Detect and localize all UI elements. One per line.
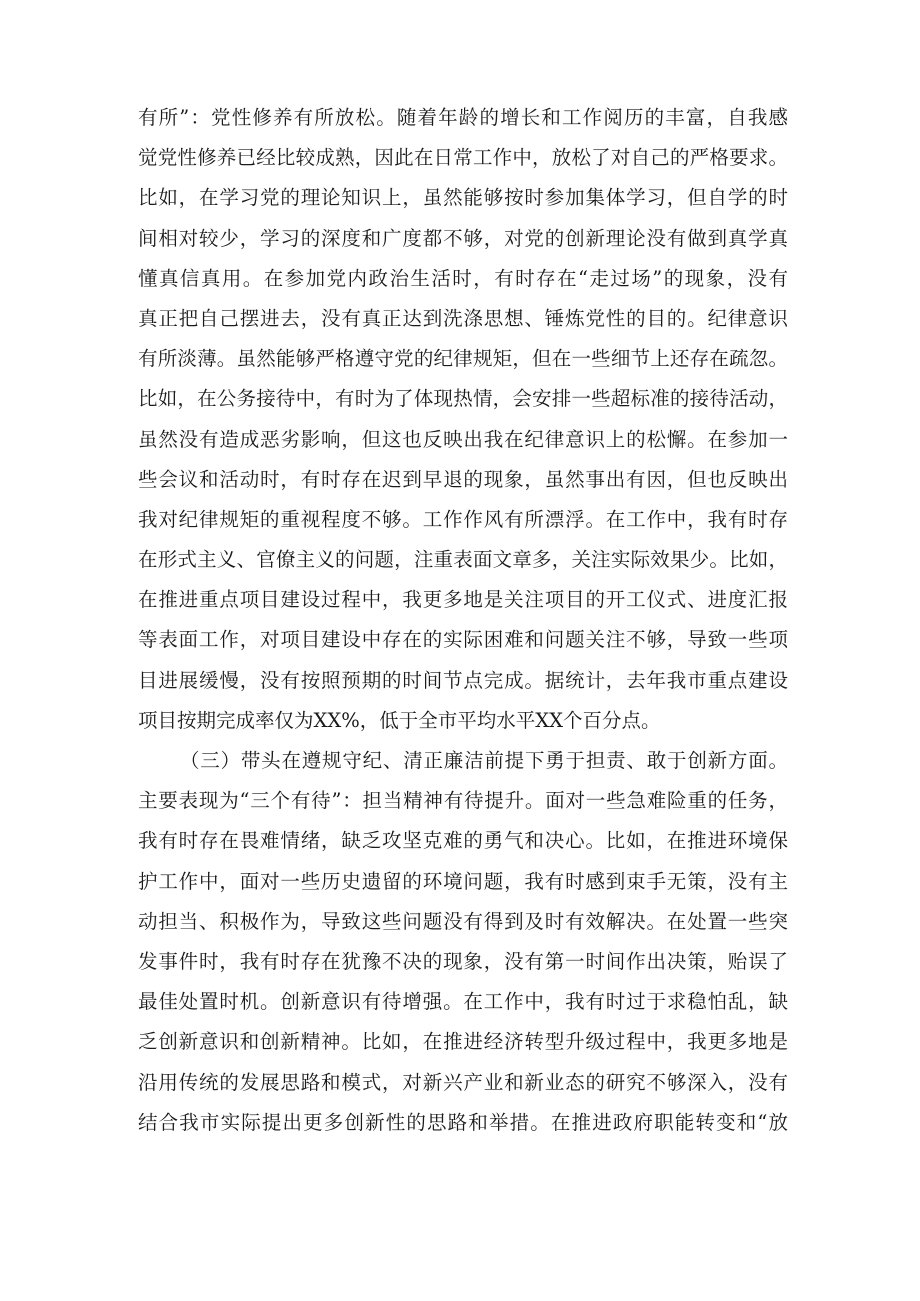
text-line-22: 发事件时，我有时存在犹豫不决的现象，没有第一时间作出决策，贻误了	[138, 949, 788, 973]
text-line-1: 有所”：党性修养有所放松。随着年龄的增长和工作阅历的丰富，自我感	[138, 106, 788, 129]
text-line-4: 间相对较少，学习的深度和广度都不够，对党的创新理论没有做到真学真	[138, 226, 788, 250]
text-line-25: 沿用传统的发展思路和模式，对新兴产业和新业态的研究不够深入，没有	[138, 1070, 788, 1094]
text-line-21: 动担当、积极作为，导致这些问题没有得到及时有效解决。在处置一些突	[138, 909, 788, 933]
text-line-13: 在推进重点项目建设过程中，我更多地是关注项目的开工仪式、进度汇报	[138, 588, 788, 612]
text-line-3: 比如，在学习党的理论知识上，虽然能够按时参加集体学习，但自学的时	[138, 186, 788, 210]
section-heading-3: （三）带头在遵规守纪、清正廉洁前提下勇于担责、敢于创新方面。	[180, 749, 788, 772]
text-line-11: 我对纪律规矩的重视程度不够。工作作风有所漂浮。在工作中，我有时存	[138, 507, 788, 531]
text-line-19: 我有时存在畏难情绪，缺乏攻坚克难的勇气和决心。比如，在推进环境保	[138, 829, 788, 853]
text-line-8: 比如，在公务接待中，有时为了体现热情，会安排一些超标准的接待活动，	[138, 387, 788, 411]
body-text	[138, 98, 788, 1143]
text-line-15: 目进展缓慢，没有按照预期的时间节点完成。据统计，去年我市重点建设	[138, 668, 788, 692]
text-line-6: 真正把自己摆进去，没有真正达到洗涤思想、锤炼党性的目的。纪律意识	[138, 306, 788, 330]
text-line-9: 虽然没有造成恶劣影响，但这也反映出我在纪律意识上的松懈。在参加一	[138, 427, 788, 451]
text-line-26: 结合我市实际提出更多创新性的思路和举措。在推进政府职能转变和“放	[138, 1110, 788, 1134]
text-line-18: 主要表现为“三个有待”：担当精神有待提升。面对一些急难险重的任务，	[138, 789, 788, 813]
text-line-5: 懂真信真用。在参加党内政治生活时，有时存在“走过场”的现象，没有	[138, 266, 788, 290]
text-line-23: 最佳处置时机。创新意识有待增强。在工作中，我有时过于求稳怕乱，缺	[138, 990, 788, 1014]
text-line-20: 护工作中，面对一些历史遗留的环境问题，我有时感到束手无策，没有主	[138, 869, 788, 893]
text-line-14: 等表面工作，对项目建设中存在的实际困难和问题关注不够，导致一些项	[138, 628, 788, 652]
text-line-7: 有所淡薄。虽然能够严格遵守党的纪律规矩，但在一些细节上还存在疏忽。	[138, 347, 788, 371]
text-line-16: 项目按期完成率仅为XX%，低于全市平均水平XX个百分点。	[138, 708, 661, 732]
text-line-10: 些会议和活动时，有时存在迟到早退的现象，虽然事出有因，但也反映出	[138, 467, 788, 491]
text-line-24: 乏创新意识和创新精神。比如，在推进经济转型升级过程中，我更多地是	[138, 1030, 788, 1054]
text-line-2: 觉党性修养已经比较成熟，因此在日常工作中，放松了对自己的严格要求。	[138, 146, 788, 170]
text-line-12: 在形式主义、官僚主义的问题，注重表面文章多，关注实际效果少。比如，	[138, 548, 788, 572]
